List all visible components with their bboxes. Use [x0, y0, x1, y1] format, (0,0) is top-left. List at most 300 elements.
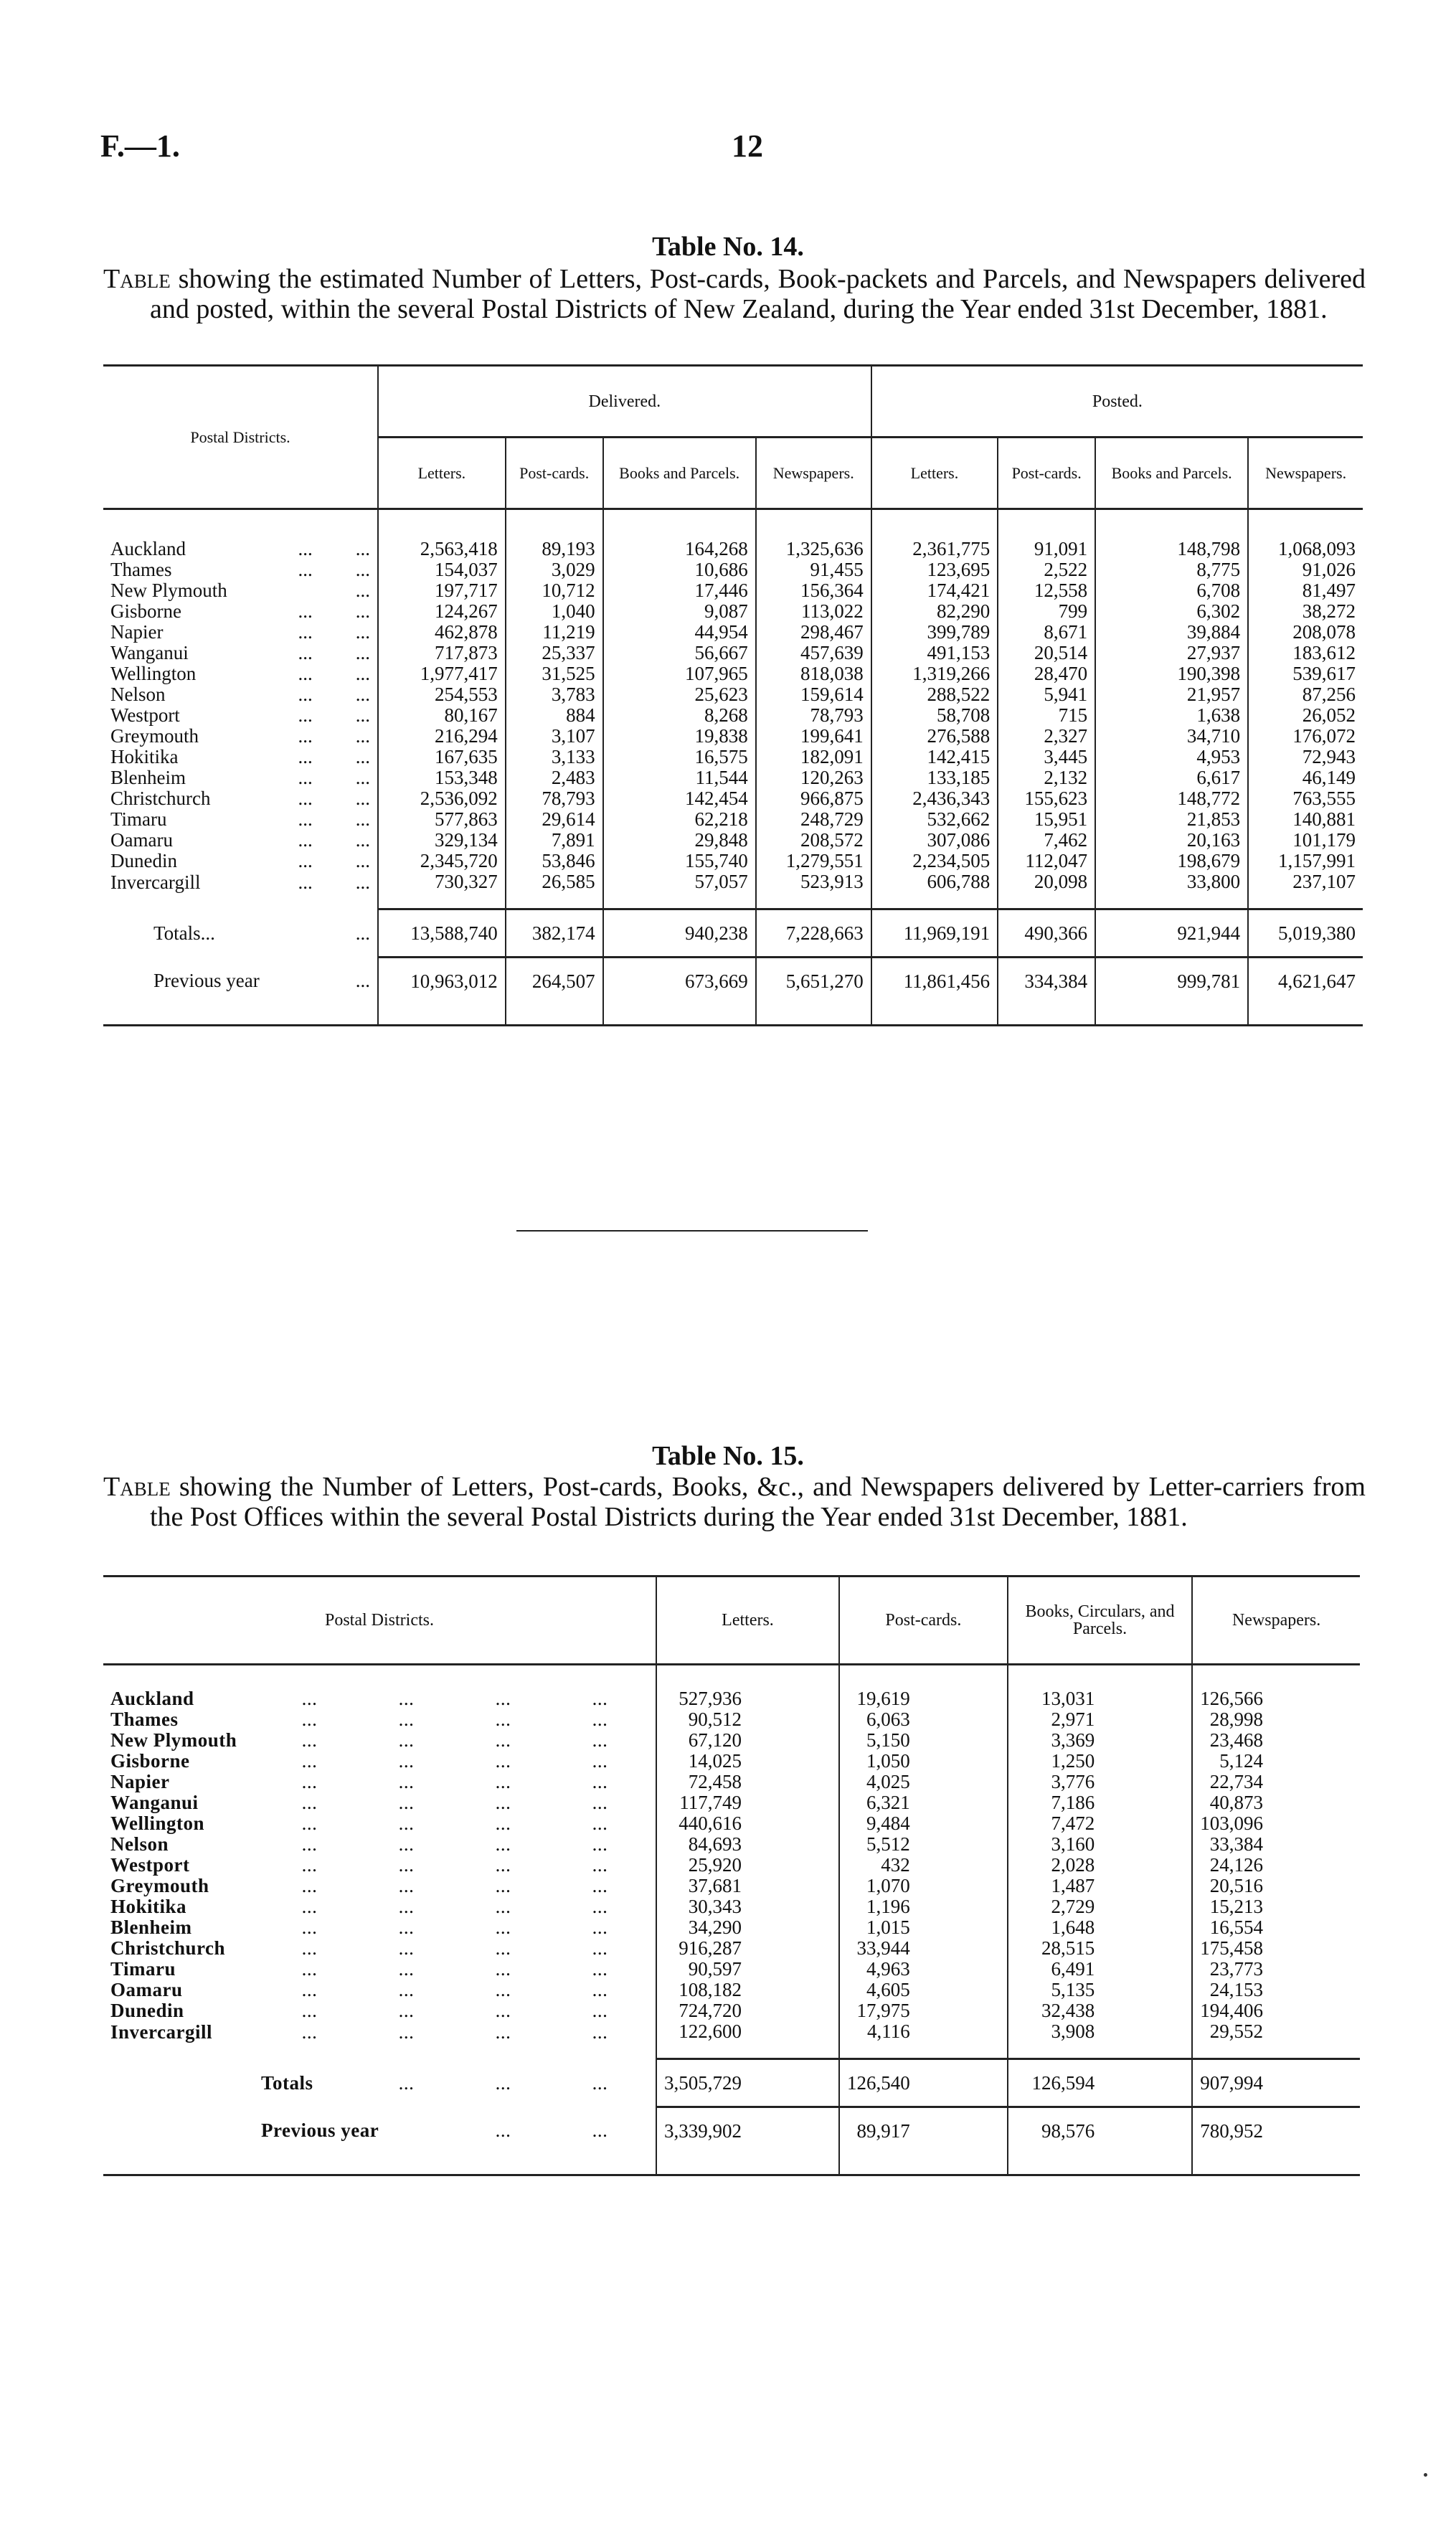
- value-cell: 123,695: [871, 559, 998, 580]
- value-cell: 156,364: [756, 580, 871, 601]
- district-cell: [103, 2000, 656, 2021]
- value-cell: 5,124: [1192, 1751, 1360, 1772]
- value-cell: 7,186: [1008, 1792, 1193, 1813]
- dot-leader: ...: [495, 1729, 511, 1751]
- dot-leaders: ... ...: [298, 850, 370, 871]
- value-cell: 4,116: [839, 2021, 1008, 2059]
- dot-leaders: ... ...: [298, 725, 370, 747]
- value-cell: 20,514: [998, 643, 1095, 663]
- dot-leader: ...: [398, 1854, 415, 1876]
- dot-leader: ...: [398, 1979, 415, 2000]
- value-cell: 133,185: [871, 767, 998, 788]
- dot-leader: ...: [495, 1979, 511, 2000]
- dot-leader: ...: [301, 1750, 318, 1772]
- value-cell: 5,512: [839, 1834, 1008, 1855]
- table-row: [103, 871, 1363, 909]
- value-cell: 5,135: [1008, 1980, 1193, 2000]
- dot-leader: ...: [398, 2000, 415, 2021]
- value-cell: 20,098: [998, 871, 1095, 909]
- value-cell: 2,234,505: [871, 851, 998, 871]
- value-cell: 44,954: [603, 622, 756, 643]
- row-label: Previous year ... ...: [261, 2119, 608, 2141]
- district-name: Wanganui: [110, 1792, 199, 1813]
- district-cell: [103, 851, 378, 871]
- value-cell: 432: [839, 1855, 1008, 1876]
- caption-text: showing the Number of Letters, Post-cards, Books, &c., and Newspapers delivered by Letter-carriers from the Post Offices within the several Postal Districts during the Year ended 31st December, 1881.: [150, 1472, 1366, 1532]
- table-14-caption: [103, 264, 1366, 324]
- dot-leader: ...: [398, 1896, 415, 1917]
- value-cell: 142,415: [871, 747, 998, 767]
- dot-leader: ...: [301, 1916, 318, 1938]
- dot-leader: ...: [398, 1792, 415, 1813]
- value-cell: 56,667: [603, 643, 756, 663]
- table-row: [103, 559, 1363, 580]
- dot-leaders: ... ...: [298, 600, 370, 622]
- value-cell: 8,775: [1095, 559, 1248, 580]
- district-cell: [103, 509, 378, 560]
- district-cell: [103, 747, 378, 767]
- district-name: Oamaru: [110, 1979, 183, 2000]
- district-name: Timaru: [110, 1958, 176, 1980]
- district-name: Wellington: [110, 1812, 205, 1834]
- column-header: Letters.: [378, 438, 506, 509]
- value-cell: 8,268: [603, 705, 756, 726]
- value-cell: 264,507: [506, 958, 603, 1026]
- column-header: Letters.: [656, 1577, 839, 1665]
- value-cell: 7,472: [1008, 1813, 1193, 1834]
- caption-lead: Table: [103, 264, 171, 294]
- value-cell: 237,107: [1248, 871, 1363, 909]
- value-cell: 1,070: [839, 1876, 1008, 1896]
- value-cell: 32,438: [1008, 2000, 1193, 2021]
- dot-leader: ...: [495, 1750, 511, 1772]
- value-cell: 673,669: [603, 958, 756, 1026]
- dot-leader: ...: [301, 1854, 318, 1876]
- value-cell: 167,635: [378, 747, 506, 767]
- dot-leader: ...: [592, 1916, 608, 1938]
- value-cell: 1,319,266: [871, 663, 998, 684]
- district-cell: [103, 1876, 656, 1896]
- totals-row: [103, 2059, 1360, 2107]
- value-cell: 78,793: [506, 788, 603, 809]
- value-cell: 154,037: [378, 559, 506, 580]
- value-cell: 907,994: [1192, 2059, 1360, 2107]
- value-cell: 763,555: [1248, 788, 1363, 809]
- value-cell: 58,708: [871, 705, 998, 726]
- value-cell: 25,920: [656, 1855, 839, 1876]
- dot-leaders: ... ...: [298, 808, 370, 830]
- value-cell: 33,800: [1095, 871, 1248, 909]
- district-name: Nelson: [110, 1833, 169, 1855]
- value-cell: 57,057: [603, 871, 756, 909]
- value-cell: 3,776: [1008, 1772, 1193, 1792]
- dot-leader: ...: [398, 1688, 415, 1709]
- value-cell: 19,838: [603, 726, 756, 747]
- value-cell: 399,789: [871, 622, 998, 643]
- dot-leader: ...: [592, 1979, 608, 2000]
- district-name: Invercargill: [110, 871, 201, 893]
- table-row: [103, 1980, 1360, 2000]
- row-label: Totals ... ... ...: [261, 2071, 608, 2094]
- district-cell: [103, 1792, 656, 1813]
- table-row: [103, 684, 1363, 705]
- district-cell: [103, 2021, 656, 2059]
- value-cell: 2,522: [998, 559, 1095, 580]
- value-cell: 724,720: [656, 2000, 839, 2021]
- district-name: Napier: [110, 1771, 170, 1792]
- district-cell: [103, 1855, 656, 1876]
- table-row: [103, 1772, 1360, 1792]
- dot-leaders: ... ...: [298, 684, 370, 705]
- table-row: [103, 1917, 1360, 1938]
- value-cell: 921,944: [1095, 909, 1248, 958]
- header-delivered: Delivered.: [378, 366, 871, 438]
- value-cell: 940,238: [603, 909, 756, 958]
- value-cell: 1,157,991: [1248, 851, 1363, 871]
- dot-leader: ...: [592, 1688, 608, 1709]
- value-cell: 26,052: [1248, 705, 1363, 726]
- value-cell: 3,783: [506, 684, 603, 705]
- value-cell: 90,597: [656, 1959, 839, 1980]
- value-cell: 490,366: [998, 909, 1095, 958]
- value-cell: 216,294: [378, 726, 506, 747]
- dot-leader: ...: [398, 1916, 415, 1938]
- district-name: Thames: [110, 559, 172, 580]
- district-cell: [103, 663, 378, 684]
- value-cell: 11,969,191: [871, 909, 998, 958]
- value-cell: 25,623: [603, 684, 756, 705]
- page-number: 12: [732, 128, 763, 164]
- value-cell: 16,575: [603, 747, 756, 767]
- value-cell: 29,614: [506, 809, 603, 830]
- value-cell: 89,193: [506, 509, 603, 560]
- value-cell: 1,325,636: [756, 509, 871, 560]
- value-cell: 208,572: [756, 830, 871, 851]
- value-cell: 1,050: [839, 1751, 1008, 1772]
- value-cell: 15,213: [1192, 1896, 1360, 1917]
- table-15: [103, 1575, 1360, 2176]
- value-cell: 6,708: [1095, 580, 1248, 601]
- dot-leader: ...: [495, 1708, 511, 1730]
- district-cell: [103, 622, 378, 643]
- value-cell: 84,693: [656, 1834, 839, 1855]
- district-name: Hokitika: [110, 1896, 187, 1917]
- district-name: Blenheim: [110, 767, 186, 788]
- table-row: [103, 1665, 1360, 1710]
- value-cell: 7,891: [506, 830, 603, 851]
- document-reference: F.—1.: [100, 128, 180, 164]
- value-cell: 176,072: [1248, 726, 1363, 747]
- district-name: Greymouth: [110, 725, 199, 747]
- dot-leader: ...: [398, 1937, 415, 1959]
- table-row: [103, 767, 1363, 788]
- table-row: [103, 851, 1363, 871]
- value-cell: 3,369: [1008, 1730, 1193, 1751]
- district-name: Oamaru: [110, 829, 173, 851]
- value-cell: 966,875: [756, 788, 871, 809]
- value-cell: 183,612: [1248, 643, 1363, 663]
- dot-leader: ...: [495, 1896, 511, 1917]
- dot-leader: ...: [592, 1896, 608, 1917]
- table-row: [103, 1813, 1360, 1834]
- value-cell: 2,971: [1008, 1709, 1193, 1730]
- table-row: [103, 601, 1363, 622]
- dot-leader: ...: [592, 1958, 608, 1980]
- district-cell: [103, 830, 378, 851]
- value-cell: 199,641: [756, 726, 871, 747]
- district-cell: [103, 1665, 656, 1710]
- header-postal-districts: Postal Districts.: [103, 1577, 656, 1665]
- table-row: [103, 1876, 1360, 1896]
- district-name: Greymouth: [110, 1875, 209, 1896]
- previous-year-row: [103, 2107, 1360, 2175]
- value-cell: 190,398: [1095, 663, 1248, 684]
- table-15-caption: [103, 1472, 1366, 1532]
- value-cell: 174,421: [871, 580, 998, 601]
- value-cell: 175,458: [1192, 1938, 1360, 1959]
- dot-leader: ...: [301, 1771, 318, 1792]
- value-cell: 1,068,093: [1248, 509, 1363, 560]
- value-cell: 15,951: [998, 809, 1095, 830]
- district-cell: [103, 871, 378, 909]
- value-cell: 103,096: [1192, 1813, 1360, 1834]
- district-name: Wellington: [110, 663, 197, 684]
- table-row: [103, 726, 1363, 747]
- dot-leaders: ... ...: [298, 871, 370, 893]
- table-14-title: Table No. 14.: [652, 232, 804, 262]
- value-cell: 457,639: [756, 643, 871, 663]
- value-cell: 916,287: [656, 1938, 839, 1959]
- table-15-title: Table No. 15.: [652, 1441, 804, 1471]
- value-cell: 715: [998, 705, 1095, 726]
- value-cell: 2,327: [998, 726, 1095, 747]
- print-speck: [1424, 2473, 1427, 2477]
- district-cell: [103, 1813, 656, 1834]
- dot-leader: ...: [592, 2000, 608, 2021]
- dot-leaders: ... ...: [298, 538, 370, 559]
- value-cell: 254,553: [378, 684, 506, 705]
- value-cell: 124,267: [378, 601, 506, 622]
- header-posted: Posted.: [871, 366, 1363, 438]
- value-cell: 17,975: [839, 2000, 1008, 2021]
- dot-leader: ...: [398, 2020, 415, 2043]
- dot-leader: ...: [592, 2020, 608, 2043]
- district-cell: [103, 705, 378, 726]
- column-header: Letters.: [871, 438, 998, 509]
- district-cell: [103, 643, 378, 663]
- dot-leader: ...: [495, 1916, 511, 1938]
- value-cell: 28,998: [1192, 1709, 1360, 1730]
- value-cell: 6,617: [1095, 767, 1248, 788]
- dot-leaders: ... ...: [298, 767, 370, 788]
- district-name: Westport: [110, 704, 180, 726]
- value-cell: 164,268: [603, 509, 756, 560]
- value-cell: 155,623: [998, 788, 1095, 809]
- value-cell: 19,619: [839, 1665, 1008, 1710]
- value-cell: 26,585: [506, 871, 603, 909]
- value-cell: 717,873: [378, 643, 506, 663]
- value-cell: 884: [506, 705, 603, 726]
- value-cell: 527,936: [656, 1665, 839, 1710]
- value-cell: 21,957: [1095, 684, 1248, 705]
- value-cell: 4,953: [1095, 747, 1248, 767]
- table-row: [103, 1751, 1360, 1772]
- dot-leader: ...: [495, 1833, 511, 1855]
- dot-leaders: ... ...: [298, 704, 370, 726]
- value-cell: 10,686: [603, 559, 756, 580]
- value-cell: 21,853: [1095, 809, 1248, 830]
- dot-leaders: ... ...: [298, 663, 370, 684]
- value-cell: 20,516: [1192, 1876, 1360, 1896]
- value-cell: 159,614: [756, 684, 871, 705]
- dot-leader: ...: [301, 1896, 318, 1917]
- column-header: Newspapers.: [1192, 1577, 1360, 1665]
- value-cell: 98,576: [1008, 2107, 1193, 2175]
- value-cell: 4,605: [839, 1980, 1008, 2000]
- value-cell: 17,446: [603, 580, 756, 601]
- table-row: [103, 830, 1363, 851]
- value-cell: 462,878: [378, 622, 506, 643]
- district-cell: [103, 684, 378, 705]
- value-cell: 67,120: [656, 1730, 839, 1751]
- district-name: Dunedin: [110, 2000, 184, 2021]
- value-cell: 1,638: [1095, 705, 1248, 726]
- value-cell: 7,228,663: [756, 909, 871, 958]
- value-cell: 2,563,418: [378, 509, 506, 560]
- value-cell: 91,026: [1248, 559, 1363, 580]
- value-cell: 11,544: [603, 767, 756, 788]
- district-cell: [103, 1980, 656, 2000]
- dot-leader: ...: [301, 1833, 318, 1855]
- table-row: [103, 580, 1363, 601]
- value-cell: 72,458: [656, 1772, 839, 1792]
- value-cell: 148,772: [1095, 788, 1248, 809]
- value-cell: 2,436,343: [871, 788, 998, 809]
- value-cell: 307,086: [871, 830, 998, 851]
- district-name: Dunedin: [110, 850, 177, 871]
- totals-row: [103, 909, 1363, 958]
- value-cell: 5,150: [839, 1730, 1008, 1751]
- dot-leader: ...: [592, 1833, 608, 1855]
- dot-leader: ...: [592, 1812, 608, 1834]
- value-cell: 5,019,380: [1248, 909, 1363, 958]
- value-cell: 1,015: [839, 1917, 1008, 1938]
- district-name: Blenheim: [110, 1916, 192, 1938]
- district-name: Thames: [110, 1708, 179, 1730]
- district-name: New Plymouth: [110, 1729, 237, 1751]
- dot-leaders: ... ...: [298, 746, 370, 767]
- table-row: [103, 788, 1363, 809]
- value-cell: 120,263: [756, 767, 871, 788]
- value-cell: 198,679: [1095, 851, 1248, 871]
- dot-leader: ...: [301, 1937, 318, 1959]
- value-cell: 10,963,012: [378, 958, 506, 1026]
- value-cell: 27,937: [1095, 643, 1248, 663]
- value-cell: 1,196: [839, 1896, 1008, 1917]
- value-cell: 730,327: [378, 871, 506, 909]
- value-cell: 1,487: [1008, 1876, 1193, 1896]
- dot-leaders: ...: [355, 580, 370, 601]
- district-cell: [103, 1917, 656, 1938]
- value-cell: 818,038: [756, 663, 871, 684]
- dot-leader: ...: [301, 1729, 318, 1751]
- table-row: [103, 1959, 1360, 1980]
- value-cell: 382,174: [506, 909, 603, 958]
- district-cell: [103, 1896, 656, 1917]
- district-cell: [103, 580, 378, 601]
- dot-leader: ...: [592, 1750, 608, 1772]
- value-cell: 8,671: [998, 622, 1095, 643]
- value-cell: 440,616: [656, 1813, 839, 1834]
- district-name: Gisborne: [110, 1750, 190, 1772]
- value-cell: 33,944: [839, 1938, 1008, 1959]
- value-cell: 117,749: [656, 1792, 839, 1813]
- value-cell: 577,863: [378, 809, 506, 830]
- value-cell: 24,153: [1192, 1980, 1360, 2000]
- table-row: [103, 1709, 1360, 1730]
- value-cell: 10,712: [506, 580, 603, 601]
- column-header: Books, Circulars, and Parcels.: [1008, 1577, 1193, 1665]
- dot-leader: ...: [301, 1708, 318, 1730]
- value-cell: 22,734: [1192, 1772, 1360, 1792]
- value-cell: 155,740: [603, 851, 756, 871]
- district-cell: [103, 809, 378, 830]
- value-cell: 1,648: [1008, 1917, 1193, 1938]
- value-cell: 30,343: [656, 1896, 839, 1917]
- value-cell: 1,040: [506, 601, 603, 622]
- value-cell: 2,132: [998, 767, 1095, 788]
- dot-leader: ...: [301, 1792, 318, 1813]
- value-cell: 126,566: [1192, 1665, 1360, 1710]
- value-cell: 28,515: [1008, 1938, 1193, 1959]
- value-cell: 37,681: [656, 1876, 839, 1896]
- district-name: Hokitika: [110, 746, 179, 767]
- table-row: [103, 747, 1363, 767]
- value-cell: 78,793: [756, 705, 871, 726]
- value-cell: 107,965: [603, 663, 756, 684]
- value-cell: 14,025: [656, 1751, 839, 1772]
- district-cell: [103, 1751, 656, 1772]
- value-cell: 101,179: [1248, 830, 1363, 851]
- value-cell: 276,588: [871, 726, 998, 747]
- value-cell: 28,470: [998, 663, 1095, 684]
- dot-leader: ...: [495, 2000, 511, 2021]
- district-cell: [103, 1959, 656, 1980]
- dot-leader: ...: [592, 1937, 608, 1959]
- dot-leader: ...: [301, 1688, 318, 1709]
- table-row: [103, 1792, 1360, 1813]
- dot-leader: ...: [398, 1958, 415, 1980]
- value-cell: 329,134: [378, 830, 506, 851]
- value-cell: 1,977,417: [378, 663, 506, 684]
- value-cell: 6,302: [1095, 601, 1248, 622]
- district-cell: [103, 788, 378, 809]
- district-name: Nelson: [110, 684, 166, 705]
- value-cell: 108,182: [656, 1980, 839, 2000]
- district-name: Auckland: [110, 1688, 194, 1709]
- dot-leader: ...: [495, 1958, 511, 1980]
- row-label: Previous year ...: [153, 969, 370, 991]
- value-cell: 999,781: [1095, 958, 1248, 1026]
- dot-leader: ...: [398, 1771, 415, 1792]
- district-name: Napier: [110, 621, 164, 643]
- district-name: Auckland: [110, 538, 186, 559]
- value-cell: 6,321: [839, 1792, 1008, 1813]
- value-cell: 34,710: [1095, 726, 1248, 747]
- dot-leader: ...: [398, 1708, 415, 1730]
- value-cell: 62,218: [603, 809, 756, 830]
- value-cell: 16,554: [1192, 1917, 1360, 1938]
